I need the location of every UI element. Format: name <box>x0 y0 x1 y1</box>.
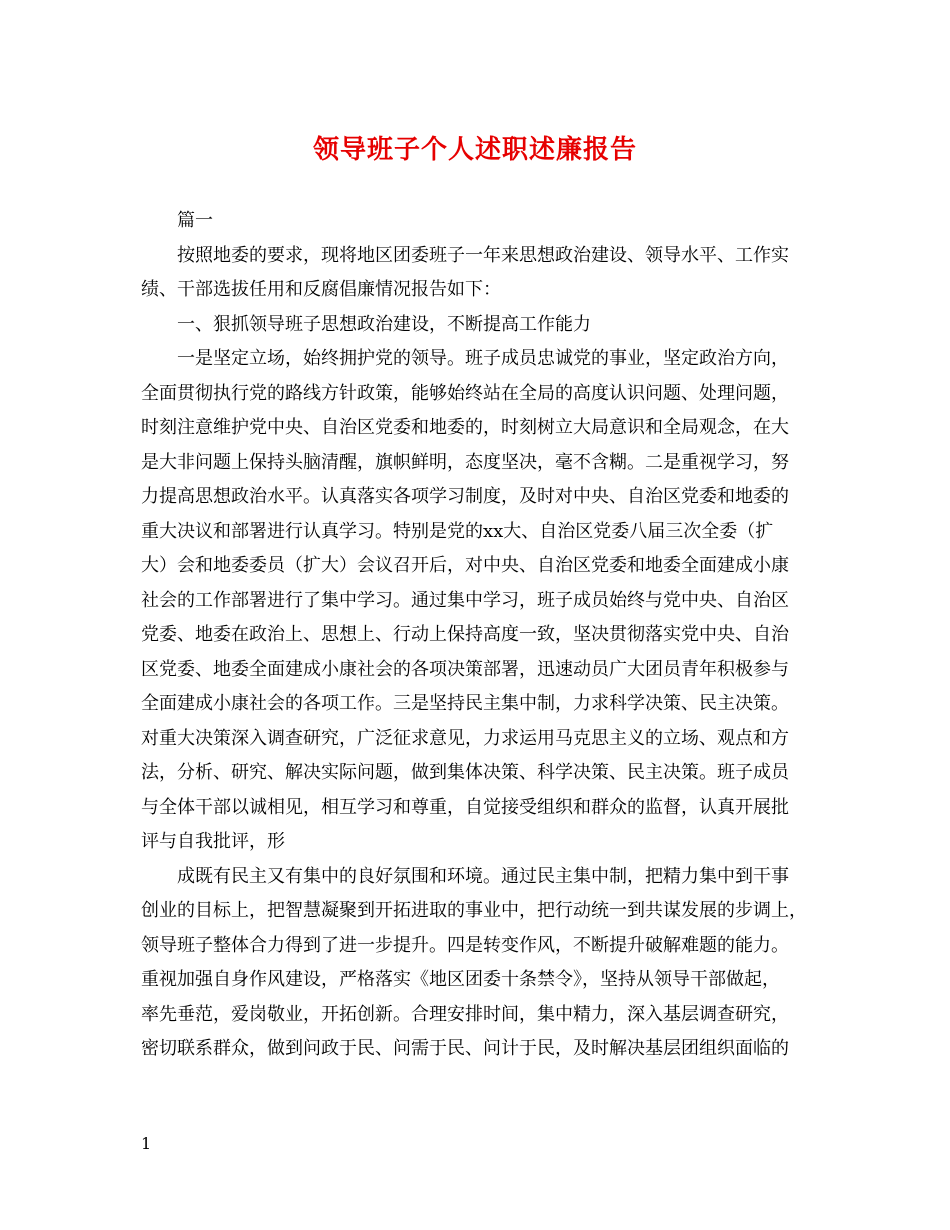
document-body <box>141 204 811 1067</box>
body-line: 重视加强自身作风建设，严格落实《地区团委十条禁令》，坚持从领导干部做起， <box>141 969 780 990</box>
body-line: 成既有民主又有集中的良好氛围和环境。通过民主集中制，把精力集中到干事 <box>177 865 789 887</box>
body-line: 全面贯彻执行党的路线方针政策，能够始终站在全局的高度认识问题、处理问题， <box>141 382 789 404</box>
page-number: 1 <box>141 1134 152 1153</box>
body-line: 社会的工作部署进行了集中学习。通过集中学习，班子成员始终与党中央、自治区 <box>141 589 789 611</box>
body-line: 一是坚定立场，始终拥护党的领导。班子成员忠诚党的事业，坚定政治方向， <box>177 348 789 369</box>
body-line: 评与自我批评，形 <box>141 831 285 852</box>
body-line: 法，分析、研究、解决实际问题，做到集体决策、科学决策、民主决策。班子成员 <box>141 762 789 783</box>
body-line: 密切联系群众，做到问政于民、问需于民、问计于民，及时解决基层团组织面临的 <box>141 1038 789 1059</box>
body-line: 时刻注意维护党中央、自治区党委和地委的，时刻树立大局意识和全局观念，在大 <box>141 417 789 438</box>
body-line: 领导班子整体合力得到了进一步提升。四是转变作风，不断提升破解难题的能力。 <box>141 934 789 956</box>
body-line: 重大决议和部署进行认真学习。特别是党的xx大、自治区党委八届三次全委（扩 <box>141 520 774 542</box>
body-line: 是大非问题上保持头脑清醒，旗帜鲜明，态度坚决，毫不含糊。二是重视学习，努 <box>141 451 789 473</box>
body-line: 按照地委的要求，现将地区团委班子一年来思想政治建设、领导水平、工作实 <box>177 244 789 266</box>
body-line: 创业的目标上，把智慧凝聚到开拓进取的事业中，把行动统一到共谋发展的步调上， <box>141 900 807 921</box>
body-line: 绩、干部选拔任用和反腐倡廉情况报告如下： <box>141 279 501 300</box>
body-lines <box>141 204 811 1067</box>
body-line: 全面建成小康社会的各项工作。三是坚持民主集中制，力求科学决策、民主决策。 <box>141 693 789 714</box>
body-line: 党委、地委在政治上、思想上、行动上保持高度一致，坚决贯彻落实党中央、自治 <box>141 624 789 645</box>
body-line: 率先垂范，爱岗敬业，开拓创新。合理安排时间，集中精力，深入基层调查研究， <box>141 1003 789 1025</box>
body-line: 对重大决策深入调查研究，广泛征求意见，力求运用马克思主义的立场、观点和方 <box>141 727 789 749</box>
body-line: 一、狠抓领导班子思想政治建设，不断提高工作能力 <box>177 313 591 335</box>
body-line: 篇一 <box>177 210 213 231</box>
body-line: 区党委、地委全面建成小康社会的各项决策部署，迅速动员广大团员青年积极参与 <box>141 658 789 680</box>
document-title: 领导班子个人述职述廉报告 <box>312 135 637 165</box>
body-line: 大）会和地委委员（扩大）会议召开后，对中央、自治区党委和地委全面建成小康 <box>141 555 789 576</box>
body-line: 与全体干部以诚相见，相互学习和尊重，自觉接受组织和群众的监督，认真开展批 <box>141 796 789 818</box>
body-line: 力提高思想政治水平。认真落实各项学习制度，及时对中央、自治区党委和地委的 <box>141 486 789 507</box>
